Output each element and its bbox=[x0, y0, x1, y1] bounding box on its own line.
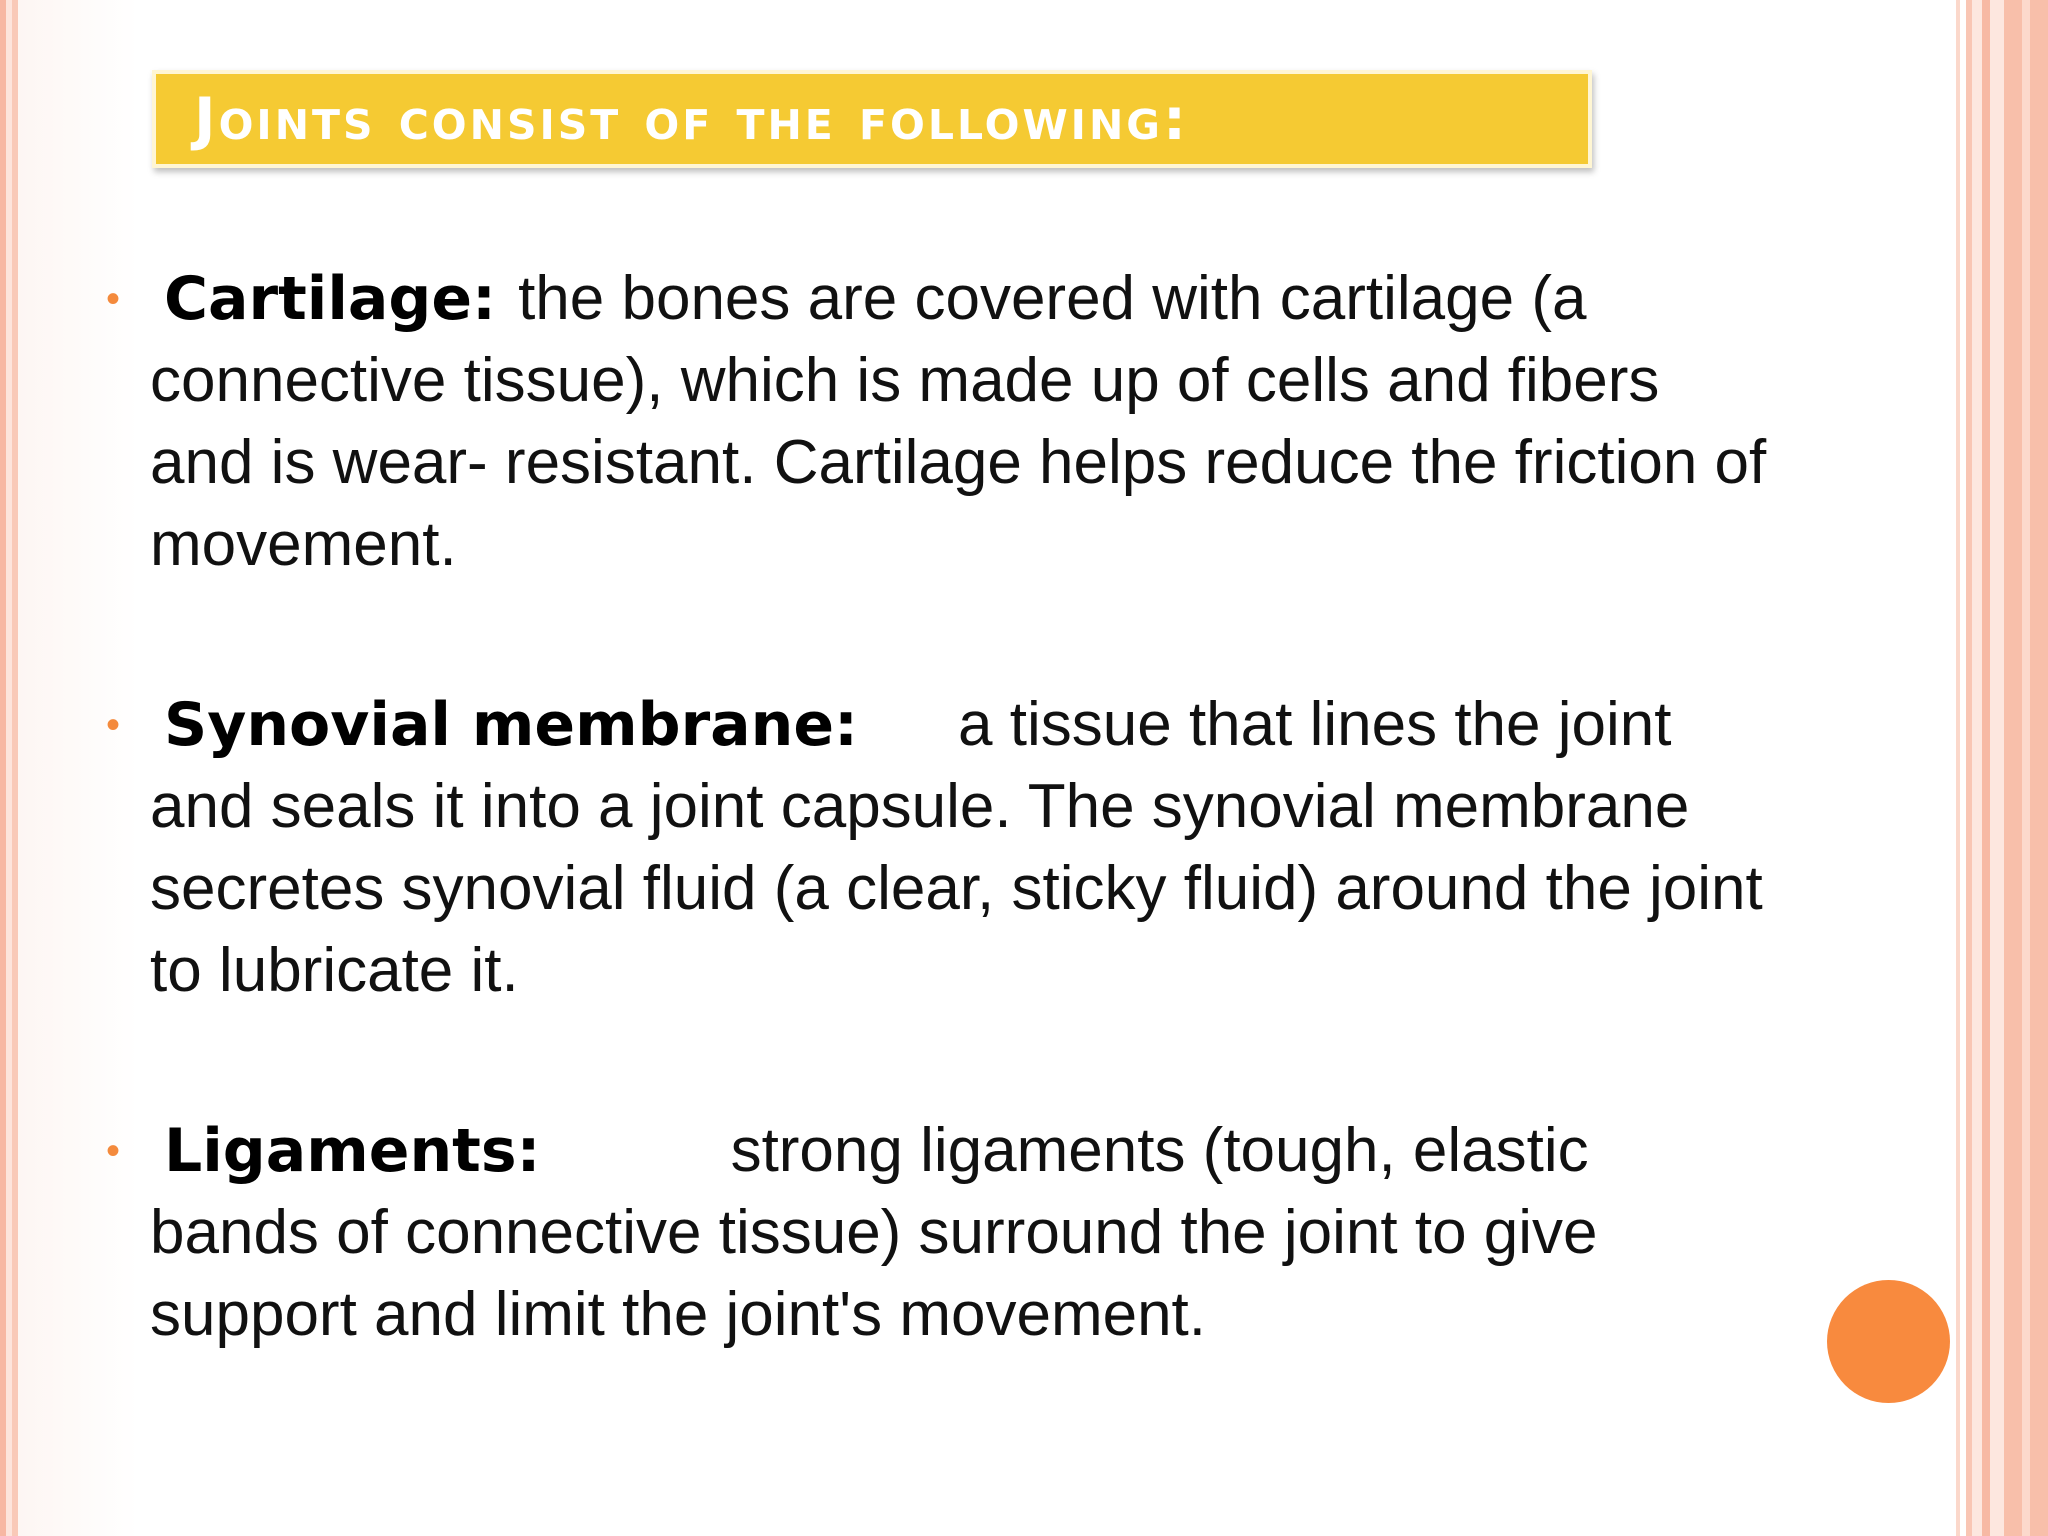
bullet-icon: • bbox=[106, 703, 121, 747]
term-ligaments: Ligaments: bbox=[164, 1116, 541, 1186]
term-synovial-membrane: Synovial membrane: bbox=[164, 690, 859, 760]
definition-cartilage: the bones are covered with cartilage (a connective tissue), which is made up of cells and fibers and is wear- resistant. Cartilage helps reduce the friction of movement. bbox=[150, 264, 1767, 579]
right-decorative-stripes bbox=[1960, 0, 2048, 1536]
list-item-cartilage bbox=[106, 258, 1770, 586]
definition-ligaments: strong ligaments (tough, elastic bands of connective tissue) surround the joint to give support and limit the joint's movement. bbox=[150, 1116, 1598, 1349]
left-gutter bbox=[18, 0, 138, 1536]
slide-title: Joints consist of the following: bbox=[194, 85, 1190, 153]
title-banner bbox=[152, 70, 1592, 168]
left-decorative-border bbox=[0, 0, 18, 1536]
bullet-list bbox=[106, 258, 1770, 1454]
definition-synovial-membrane: a tissue that lines the joint and seals it into a joint capsule. The synovial membrane secretes synovial fluid (a clear, sticky fluid) around the joint to lubricate it. bbox=[150, 690, 1763, 1005]
bullet-icon: • bbox=[106, 277, 121, 321]
list-item-ligaments bbox=[106, 1110, 1770, 1356]
list-item-synovial-membrane bbox=[106, 684, 1770, 1012]
bullet-icon: • bbox=[106, 1129, 121, 1173]
term-cartilage: Cartilage: bbox=[164, 264, 497, 334]
orange-circle-decoration bbox=[1827, 1280, 1950, 1403]
